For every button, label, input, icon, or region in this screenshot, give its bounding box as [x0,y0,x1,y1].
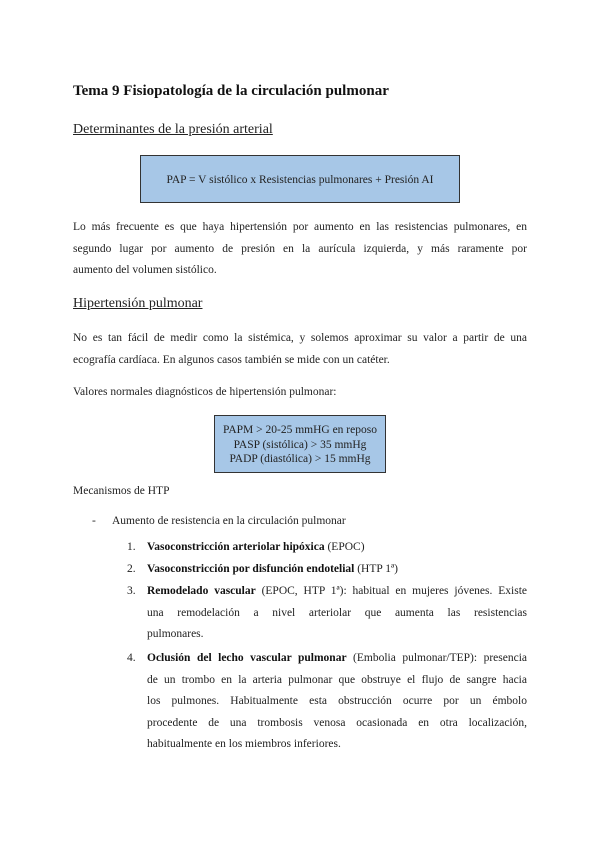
list-item-line [147,581,527,603]
dash-list-item [92,515,346,527]
list-item-number: 1. [127,541,136,553]
list-item-bold: Remodelado vascular [147,585,256,597]
page-title: Tema 9 Fisiopatología de la circulación pulmonar [73,83,389,99]
paragraph-line: No es tan fácil de medir como la sistémica, y solemos aproximar su valor a partir de una [73,332,527,344]
paragraph-hipertension-causas [73,217,527,282]
list-item-number: 4. [127,652,136,664]
values-box [214,415,386,473]
value-padp: PADP (diastólica) > 15 mmHg [229,453,371,465]
list-item-text: (HTP 1ª) [354,563,398,575]
paragraph-line: ecografía cardíaca. En algunos casos también se mide con un catéter. [73,353,390,366]
list-item-line: los pulmones. Habitualmente esta obstrucción ocurre por un émbolo [147,695,527,707]
paragraph-line: segundo lugar por aumento de presión en la aurícula izquierda, y más raramente por [73,242,527,255]
list-item-text: (EPOC, HTP 1ª): habitual en mujeres jóvenes. Existe [255,585,527,597]
dash-marker: - [92,515,96,527]
list-item-line: procedente de una trombosis venosa ocasionada en otra localización, [147,716,527,729]
list-item-line: de un trombo en la arteria pulmonar que obstruye el flujo de sangre hacia [147,673,527,686]
list-item-line: habitualmente en los miembros inferiores. [147,738,341,750]
values-intro: Valores normales diagnósticos de hipertensión pulmonar: [73,386,337,398]
list-item-bold: Oclusión del lecho vascular pulmonar [147,652,347,664]
paragraph-medicion [73,328,527,371]
list-item-text: (Embolia pulmonar/TEP): presencia [346,652,527,664]
section-heading-determinantes: Determinantes de la presión arterial [73,122,273,137]
list-item-number: 3. [127,585,136,597]
list-item-bold: Vasoconstricción por disfunción endotelial [147,563,355,575]
list-item-line [147,648,527,670]
dash-item-text: Aumento de resistencia en la circulación pulmonar [112,515,346,527]
value-pasp: PASP (sistólica) > 35 mmHg [233,438,367,451]
list-item-line: una remodelación a nivel arteriolar que aumenta las resistencias [147,606,527,619]
list-item-line: pulmonares. [147,628,204,640]
list-item-number: 2. [127,563,136,575]
paragraph-line: aumento del volumen sistólico. [73,264,217,276]
value-papm: PAPM > 20-25 mmHG en reposo [223,424,377,436]
section-heading-hipertension: Hipertensión pulmonar [73,296,203,311]
list-item-text: (EPOC) [324,541,365,553]
paragraph-line: Lo más frecuente es que haya hipertensión por aumento en las resistencias pulmonares, en [73,221,527,233]
formula-box [140,155,460,203]
mechanisms-label: Mecanismos de HTP [73,485,170,497]
list-item-bold: Vasoconstricción arteriolar hipóxica [147,541,325,553]
formula-text: PAP = V sistólico x Resistencias pulmonares + Presión AI [166,174,434,186]
